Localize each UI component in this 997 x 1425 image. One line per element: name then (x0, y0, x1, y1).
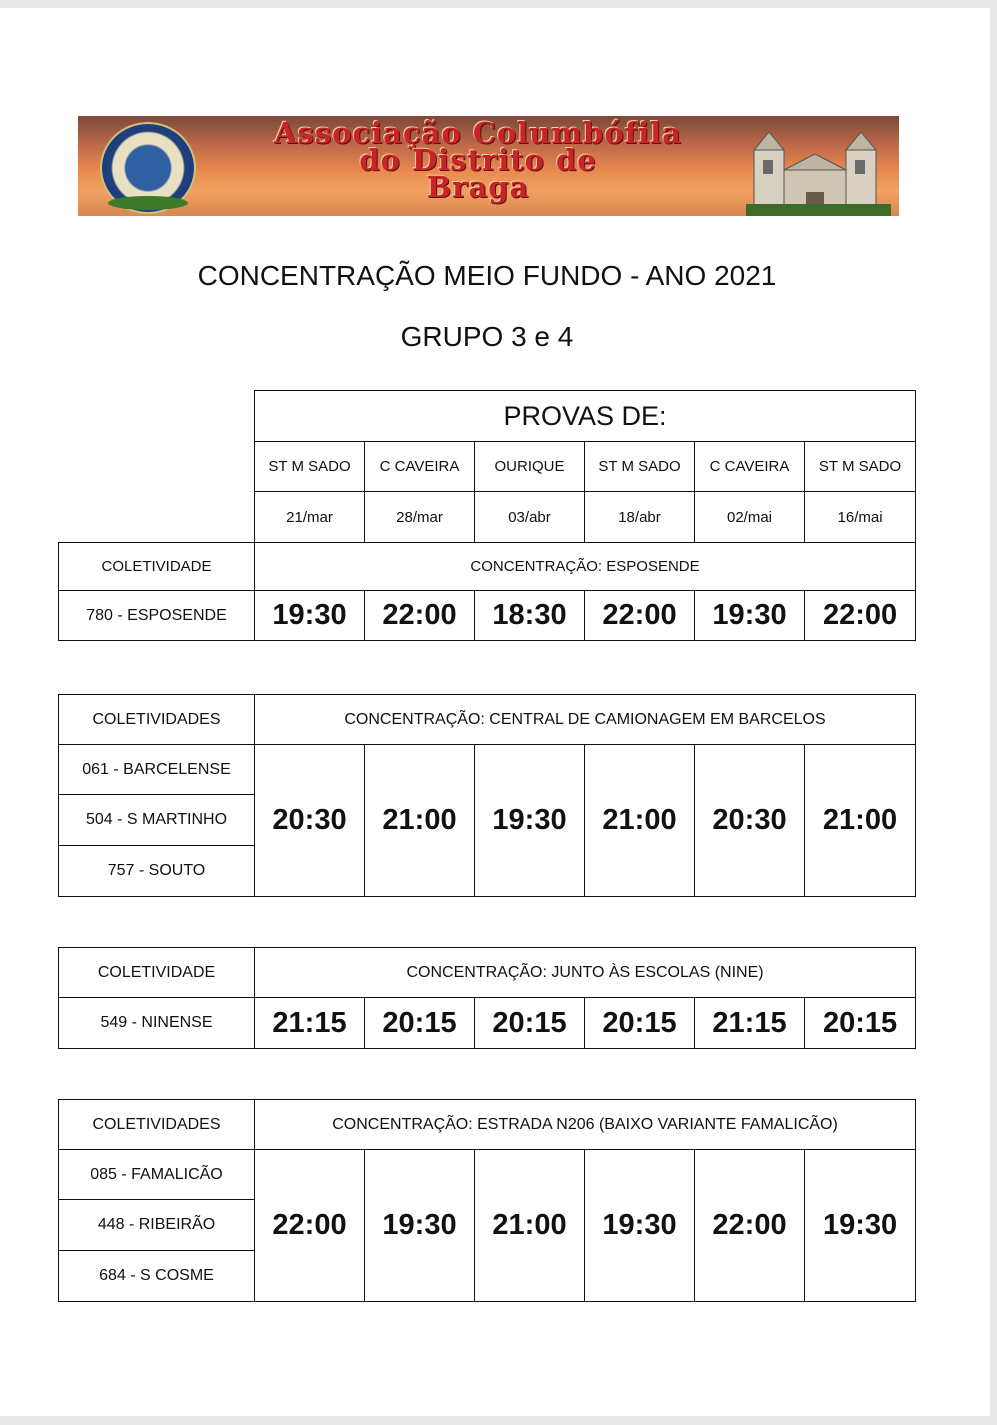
time-cell: 22:00 (255, 1150, 365, 1302)
time-cell: 22:00 (585, 591, 695, 641)
race-date: 28/mar (365, 492, 475, 543)
time-cell: 21:15 (695, 998, 805, 1049)
page-subtitle: GRUPO 3 e 4 (400, 321, 574, 352)
race-date: 03/abr (475, 492, 585, 543)
club-name: 504 - S MARTINHO (59, 795, 255, 846)
club-name: 549 - NINENSE (59, 998, 255, 1049)
group-header: COLETIVIDADE (59, 948, 255, 998)
laurel-icon (108, 196, 188, 210)
concentration-label: CONCENTRAÇÃO: ESTRADA N206 (BAIXO VARIANTE FAMALICÃO) (255, 1100, 916, 1150)
club-name: 757 - SOUTO (59, 846, 255, 897)
time-cell: 20:15 (805, 998, 916, 1049)
time-cell: 18:30 (475, 591, 585, 641)
concentration-label: CONCENTRAÇÃO: CENTRAL DE CAMIONAGEM EM BARCELOS (255, 695, 916, 745)
time-cell: 20:15 (585, 998, 695, 1049)
time-cell: 20:15 (365, 998, 475, 1049)
race-place: OURIQUE (475, 442, 585, 492)
time-cell: 19:30 (695, 591, 805, 641)
church-icon (746, 120, 891, 216)
association-banner (78, 116, 899, 216)
time-cell: 22:00 (365, 591, 475, 641)
race-date: 18/abr (585, 492, 695, 543)
group-header: COLETIVIDADES (59, 695, 255, 745)
page-title: CONCENTRAÇÃO MEIO FUNDO - ANO 2021 (197, 260, 777, 291)
provas-header: PROVAS DE: (255, 391, 916, 442)
race-place: ST M SADO (805, 442, 916, 492)
time-cell: 19:30 (255, 591, 365, 641)
club-name: 684 - S COSME (59, 1251, 255, 1302)
race-place: C CAVEIRA (695, 442, 805, 492)
time-cell: 20:30 (255, 745, 365, 897)
time-cell: 21:00 (805, 745, 916, 897)
race-date: 16/mai (805, 492, 916, 543)
schedule-table-esposende (58, 390, 916, 641)
group-header: COLETIVIDADE (59, 543, 255, 591)
race-date: 02/mai (695, 492, 805, 543)
time-cell: 19:30 (475, 745, 585, 897)
blank-cell (59, 492, 255, 543)
blank-cell (59, 391, 255, 442)
banner-title (198, 116, 758, 204)
concentration-label: CONCENTRAÇÃO: JUNTO ÀS ESCOLAS (NINE) (255, 948, 916, 998)
race-place: ST M SADO (585, 442, 695, 492)
time-cell: 19:30 (365, 1150, 475, 1302)
race-place: ST M SADO (255, 442, 365, 492)
time-cell: 21:00 (475, 1150, 585, 1302)
time-cell: 20:30 (695, 745, 805, 897)
race-date: 21/mar (255, 492, 365, 543)
time-cell: 22:00 (695, 1150, 805, 1302)
schedule-table-famalicao (58, 1099, 916, 1302)
time-cell: 19:30 (585, 1150, 695, 1302)
concentration-label: CONCENTRAÇÃO: ESPOSENDE (255, 543, 916, 591)
time-cell: 20:15 (475, 998, 585, 1049)
club-name: 780 - ESPOSENDE (59, 591, 255, 641)
banner-line-1: Associação Columbófila (274, 116, 682, 150)
time-cell: 19:30 (805, 1150, 916, 1302)
time-cell: 22:00 (805, 591, 916, 641)
club-name: 448 - RIBEIRÃO (59, 1200, 255, 1251)
schedule-table-barcelos (58, 694, 916, 897)
time-cell: 21:15 (255, 998, 365, 1049)
club-name: 085 - FAMALICÃO (59, 1150, 255, 1200)
group-header: COLETIVIDADES (59, 1100, 255, 1150)
time-cell: 21:00 (585, 745, 695, 897)
race-place: C CAVEIRA (365, 442, 475, 492)
banner-line-2: do Distrito de (359, 143, 597, 177)
blank-cell (59, 442, 255, 492)
club-name: 061 - BARCELENSE (59, 745, 255, 795)
document-page (0, 8, 990, 1416)
banner-line-3: Braga (426, 170, 530, 204)
schedule-table-nine (58, 947, 916, 1049)
time-cell: 21:00 (365, 745, 475, 897)
